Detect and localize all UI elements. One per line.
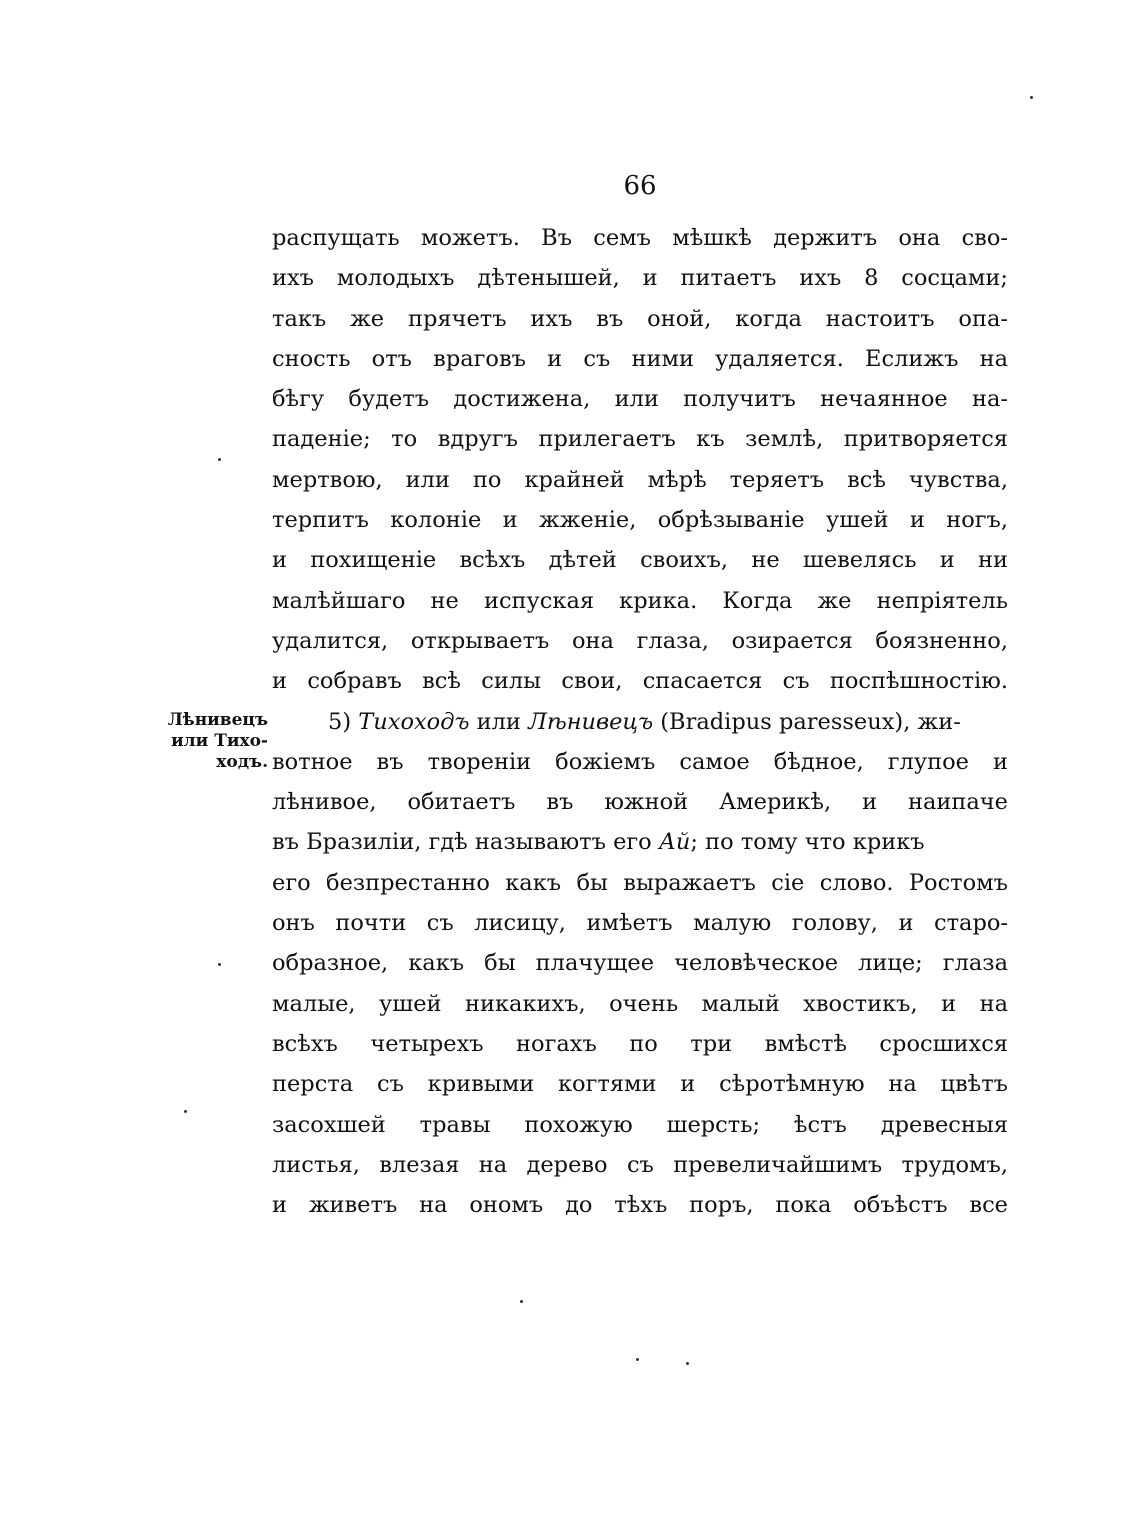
text-line: бѣгу будетъ достижена, или получитъ нечаянное на- bbox=[272, 386, 1008, 413]
text-line: образное, какъ бы плачущее человѣческое лице; глаза bbox=[272, 950, 1008, 977]
text-line: малѣйшаго не испуская крика. Когда же непріятель bbox=[272, 587, 1008, 614]
text-line: и собравъ всѣ силы свои, спасается съ поспѣшностію. bbox=[272, 668, 1008, 695]
paragraph-start-line bbox=[272, 702, 1008, 742]
term-lenivets: Лѣнивецъ bbox=[528, 708, 654, 735]
scan-speck bbox=[686, 1362, 689, 1365]
scan-speck bbox=[218, 963, 221, 966]
term-tikhokhod: Тихоходъ bbox=[358, 708, 470, 735]
text-line: малые, ушей никакихъ, очень малый хвостикъ, и на bbox=[272, 990, 1008, 1017]
scan-speck bbox=[636, 1358, 639, 1361]
scan-speck bbox=[520, 1300, 523, 1303]
text-line: распущать можетъ. Въ семъ мѣшкѣ держитъ она сво- bbox=[272, 225, 1008, 251]
text-line: сность отъ враговъ и съ ними удаляется. Еслижъ на bbox=[272, 345, 1008, 372]
text-line: удалится, открываетъ она глаза, озирается боязненно, bbox=[272, 627, 1008, 654]
text-line: и живетъ на ономъ до тѣхъ поръ, пока объѣстъ все bbox=[272, 1192, 1008, 1219]
text-line: перста съ кривыми когтями и сѣротѣмную на цвѣтъ bbox=[272, 1071, 1008, 1098]
item-number: 5) bbox=[328, 708, 359, 735]
text-line: вотное въ твореніи божіемъ самое бѣдное, глупое и bbox=[272, 748, 1008, 775]
text-segment: въ Бразиліи, гдѣ называютъ его bbox=[272, 829, 659, 856]
term-ai: Ай bbox=[658, 829, 691, 856]
text-line: листья, влезая на дерево съ превеличайшимъ трудомъ, bbox=[272, 1151, 1008, 1178]
text-line: его безпрестанно какъ бы выражаетъ сіе слово. Ростомъ bbox=[272, 869, 1008, 896]
text-line: терпитъ колоніе и жженіе, обрѣзываніе ушей и ногъ, bbox=[272, 507, 1008, 534]
text-line: онъ почти съ лисицу, имѣетъ малую голову, и старо- bbox=[272, 910, 1008, 937]
text-line: засохшей травы похожую шерсть; ѣстъ древесныя bbox=[272, 1111, 1008, 1138]
text-line: мертвою, или по крайней мѣрѣ теряетъ всѣ чувства, bbox=[272, 466, 1008, 493]
body-text bbox=[272, 218, 1008, 1225]
page-number: 66 bbox=[623, 171, 657, 201]
margin-note-line: Лѣнивецъ bbox=[167, 710, 268, 730]
margin-note bbox=[130, 710, 268, 773]
text-line: ихъ молодыхъ дѣтенышей, и питаетъ ихъ 8 сосцами; bbox=[272, 265, 1008, 292]
text-segment: ; по тому что крикъ bbox=[690, 829, 925, 856]
text-line: всѣхъ четырехъ ногахъ по три вмѣстѣ сросшихся bbox=[272, 1030, 1008, 1057]
latin-name-text: (Bradipus paresseux), жи- bbox=[653, 708, 961, 735]
text-line: лѣнивое, обитаетъ въ южной Америкѣ, и наипаче bbox=[272, 789, 1008, 816]
scan-speck bbox=[184, 1110, 187, 1113]
connector-text: или bbox=[469, 708, 529, 735]
text-line-ai bbox=[272, 822, 1008, 862]
margin-note-line: или Тихо- bbox=[171, 731, 268, 751]
scan-speck bbox=[218, 458, 221, 461]
text-line: и похищеніе всѣхъ дѣтей своихъ, не шевелясь и ни bbox=[272, 547, 1008, 574]
scan-speck bbox=[1030, 96, 1033, 99]
text-line: такъ же прячетъ ихъ въ оной, когда настоитъ опа- bbox=[272, 305, 1008, 332]
margin-note-line: ходъ. bbox=[216, 752, 268, 772]
text-line: паденіе; то вдругъ прилегаетъ къ землѣ, притворяется bbox=[272, 426, 1008, 453]
